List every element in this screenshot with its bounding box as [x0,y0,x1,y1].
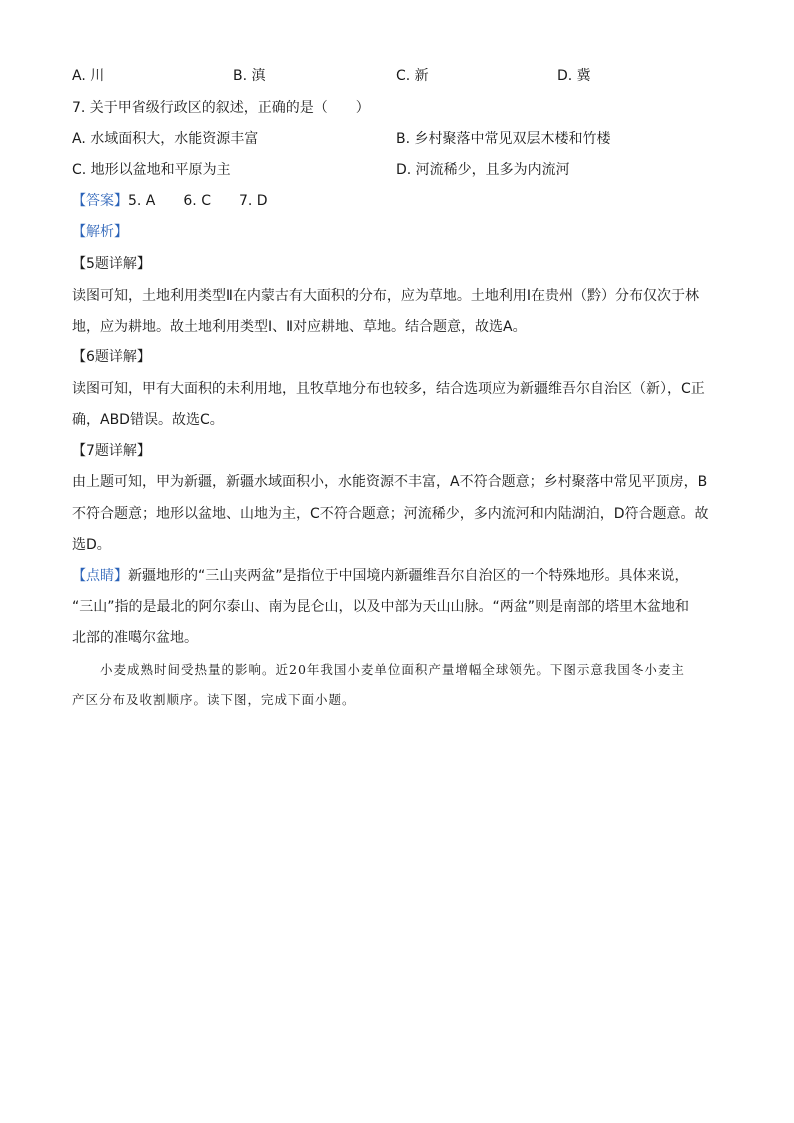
comment-tag: 【点睛】 [72,568,128,584]
q7-stem: 7. 关于甲省级行政区的叙述，正确的是（ ） [72,100,370,116]
q7-option-c: C. 地形以盆地和平原为主 [72,162,231,178]
intro-line2: 产区分布及收割顺序。读下图，完成下面小题。 [72,692,356,707]
q6-option-b: B. 滇 [233,68,266,84]
detail5-line2: 地，应为耕地。故土地利用类型Ⅰ、Ⅱ对应耕地、草地。结合题意，故选A。 [72,319,527,335]
detail7-title: 【7题详解】 [72,443,151,459]
detail7-line3: 选D。 [72,537,111,553]
detail6-title: 【6题详解】 [72,349,151,365]
analysis-tag: 【解析】 [72,224,128,240]
answer-tag: 【答案】 [72,193,128,209]
comment-line2: “三山”指的是最北的阿尔泰山、南为昆仑山，以及中部为天山山脉。“两盆”则是南部的塔里木盆地和 [72,599,690,615]
answer-text: 5. A 6. C 7. D [128,193,268,209]
intro-line1: 小麦成熟时间受热量的影响。近20年我国小麦单位面积产量增幅全球领先。下图示意我国冬小麦主 [100,662,685,677]
detail7-line1: 由上题可知，甲为新疆，新疆水域面积小，水能资源不丰富，A不符合题意；乡村聚落中常见平顶房，B [72,474,708,490]
detail7-line2: 不符合题意；地形以盆地、山地为主，C不符合题意；河流稀少，多内流河和内陆湖泊，D符合题意。故 [72,506,709,522]
detail5-title: 【5题详解】 [72,256,151,272]
comment-text1: 新疆地形的“三山夹两盆”是指位于中国境内新疆维吾尔自治区的一个特殊地形。具体来说， [128,568,689,584]
q7-option-b: B. 乡村聚落中常见双层木楼和竹楼 [396,131,611,147]
detail5-line1: 读图可知，土地利用类型Ⅱ在内蒙古有大面积的分布，应为草地。土地利用Ⅰ在贵州（黔）分布仅次于林 [72,288,700,304]
q6-option-a: A. 川 [72,68,105,84]
q7-option-a: A. 水域面积大，水能资源丰富 [72,131,259,147]
detail6-line2: 确，ABD错误。故选C。 [72,412,224,428]
answer-line [72,191,268,211]
comment-line3: 北部的准噶尔盆地。 [72,630,198,646]
q6-option-c: C. 新 [396,68,429,84]
detail6-line1: 读图可知，甲有大面积的未利用地，且牧草地分布也较多，结合选项应为新疆维吾尔自治区（新），C正 [72,381,705,397]
q7-option-d: D. 河流稀少，且多为内流河 [396,162,570,178]
comment-line1 [72,566,689,586]
q6-option-d: D. 冀 [557,68,591,84]
